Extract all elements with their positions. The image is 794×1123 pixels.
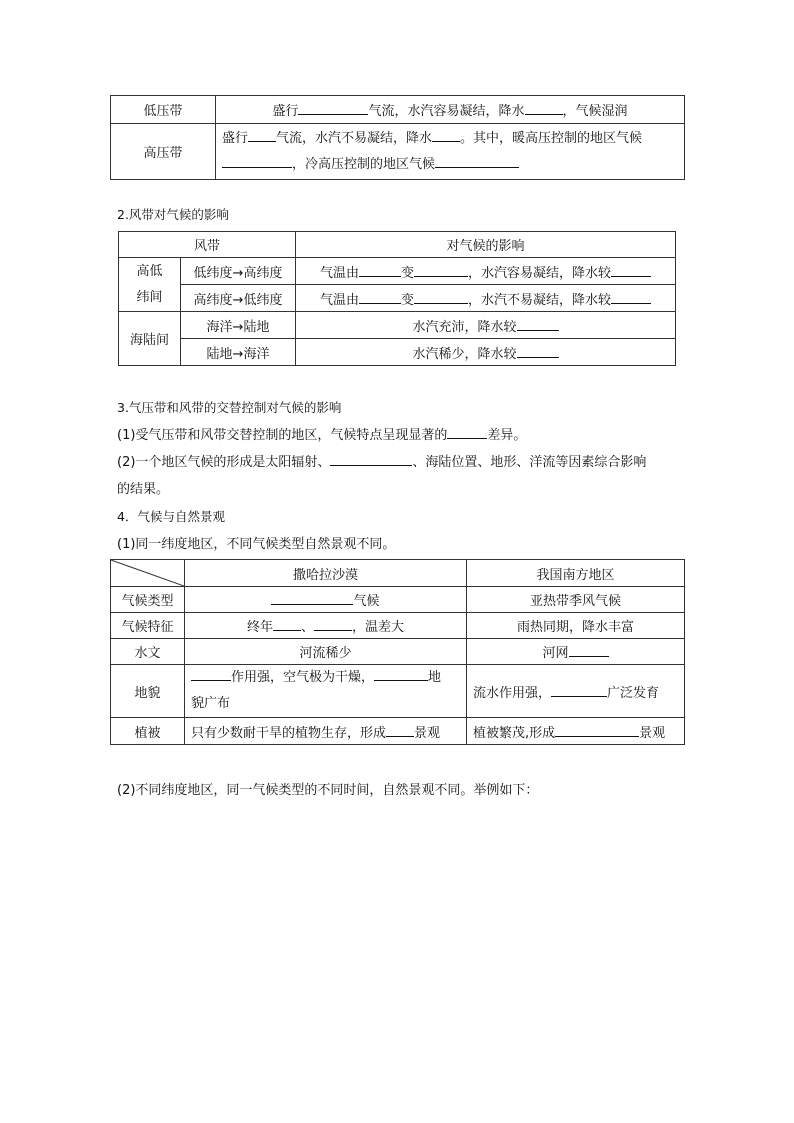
header-effect: 对气候的影响 xyxy=(296,232,676,258)
row-label: 植被 xyxy=(111,718,185,745)
low-pressure-desc xyxy=(216,96,685,124)
text: 差异。 xyxy=(487,428,527,443)
text: 景观 xyxy=(639,725,666,741)
fill-blank[interactable] xyxy=(551,683,607,697)
effect xyxy=(296,258,676,285)
text: (2)一个地区气候的形成是太阳辐射、 xyxy=(117,455,331,470)
text: 。其中，暖高压控制的地区气候 xyxy=(460,130,643,146)
cell xyxy=(467,665,685,718)
fill-blank[interactable] xyxy=(386,723,414,737)
cell xyxy=(467,639,685,665)
fill-blank[interactable] xyxy=(517,317,559,331)
text: 气候 xyxy=(353,594,380,609)
fill-blank[interactable] xyxy=(611,263,651,277)
text: 变 xyxy=(400,292,414,308)
text: ，水汽不易凝结，降水较 xyxy=(468,292,612,308)
fill-blank[interactable] xyxy=(191,667,231,681)
fill-blank[interactable] xyxy=(555,723,639,737)
cell xyxy=(185,587,467,613)
fill-blank[interactable] xyxy=(330,452,412,466)
cell: 雨热同期，降水丰富 xyxy=(467,613,685,639)
effect xyxy=(296,285,676,312)
section-3-para-2-cont: 的结果。 xyxy=(117,482,170,497)
text: 植被繁茂,形成 xyxy=(473,725,556,741)
section-3-para-2 xyxy=(117,451,646,470)
cell xyxy=(185,665,467,718)
direction: 高纬度→低纬度 xyxy=(181,285,296,312)
pressure-belt-table xyxy=(110,95,685,180)
text: 盛行 xyxy=(222,130,249,146)
fill-blank[interactable] xyxy=(414,263,468,277)
text: 盛行 xyxy=(272,104,299,119)
fill-blank[interactable] xyxy=(569,643,609,657)
text: ，温差大 xyxy=(352,620,405,635)
high-pressure-desc xyxy=(216,124,685,180)
fill-blank[interactable] xyxy=(435,154,519,168)
cell: 河流稀少 xyxy=(185,639,467,665)
climate-landscape-table xyxy=(110,559,685,745)
text: 气温由 xyxy=(319,292,359,308)
fill-blank[interactable] xyxy=(611,290,651,304)
effect xyxy=(296,312,676,339)
high-pressure-label: 高压带 xyxy=(111,124,216,180)
cell xyxy=(185,718,467,745)
fill-blank[interactable] xyxy=(222,154,292,168)
row-label: 气候特征 xyxy=(111,613,185,639)
direction: 海洋→陆地 xyxy=(181,312,296,339)
section-4-para-2: (2)不同纬度地区，同一气候类型的不同时间，自然景观不同。举例如下： xyxy=(117,783,539,798)
direction: 低纬度→高纬度 xyxy=(181,258,296,285)
diagonal-line xyxy=(111,560,184,586)
text: 地 xyxy=(428,670,442,685)
low-pressure-label: 低压带 xyxy=(111,96,216,124)
direction: 陆地→海洋 xyxy=(181,339,296,366)
row-label: 气候类型 xyxy=(111,587,185,613)
section-4-para-1: (1)同一纬度地区，不同气候类型自然景观不同。 xyxy=(117,537,396,552)
text: 、 xyxy=(300,620,314,635)
text: 只有少数耐干旱的植物生存，形成 xyxy=(191,725,387,741)
cell xyxy=(467,718,685,745)
text: 水汽充沛，降水较 xyxy=(412,319,517,335)
fill-blank[interactable] xyxy=(271,591,353,605)
fill-blank[interactable] xyxy=(359,290,401,304)
section-4-title: 4．气候与自然景观 xyxy=(117,509,225,524)
fill-blank[interactable] xyxy=(374,667,428,681)
text: 、海陆位置、地形、洋流等因素综合影响 xyxy=(412,455,647,470)
text: 终年 xyxy=(246,620,273,635)
group-sea-land: 海陆间 xyxy=(119,312,181,366)
text: 变 xyxy=(400,265,414,281)
row-label: 水文 xyxy=(111,639,185,665)
group-latitude xyxy=(119,258,181,312)
header-wind: 风带 xyxy=(119,232,296,258)
fill-blank[interactable] xyxy=(447,425,487,439)
diagonal-header-cell xyxy=(111,560,185,587)
text: 纬间 xyxy=(136,289,163,305)
row-label: 地貌 xyxy=(111,665,185,718)
text: 气温由 xyxy=(319,265,359,281)
cell xyxy=(185,613,467,639)
text: 作用强，空气极为干燥， xyxy=(231,670,375,685)
fill-blank[interactable] xyxy=(517,344,559,358)
fill-blank[interactable] xyxy=(414,290,468,304)
text: 高低 xyxy=(136,263,163,279)
text: ，水汽容易凝结，降水较 xyxy=(468,265,612,281)
text: (1)受气压带和风带交替控制的地区，气候特点呈现显著的 xyxy=(117,428,448,443)
fill-blank[interactable] xyxy=(248,128,276,142)
text: ，冷高压控制的地区气候 xyxy=(292,156,436,172)
text: 水汽稀少，降水较 xyxy=(412,346,517,362)
text: 气流，水汽不易凝结，降水 xyxy=(276,130,433,146)
fill-blank[interactable] xyxy=(359,263,401,277)
text: 河网 xyxy=(542,646,569,661)
text: 气流，水汽容易凝结，降水 xyxy=(368,104,525,119)
cell: 亚热带季风气候 xyxy=(467,587,685,613)
fill-blank[interactable] xyxy=(314,617,352,631)
section-3-para-1 xyxy=(117,424,526,443)
text: 景观 xyxy=(414,725,441,741)
wind-belt-table xyxy=(118,231,676,366)
text: 流水作用强， xyxy=(473,685,552,701)
section-3-title: 3.气压带和风带的交替控制对气候的影响 xyxy=(117,400,342,415)
text: 貌广布 xyxy=(191,696,231,711)
fill-blank[interactable] xyxy=(298,101,368,115)
text: ，气候湿润 xyxy=(562,104,628,119)
fill-blank[interactable] xyxy=(525,101,563,115)
text: 广泛发育 xyxy=(607,685,660,701)
fill-blank[interactable] xyxy=(273,617,301,631)
col-sahara: 撒哈拉沙漠 xyxy=(185,560,467,587)
col-south-china: 我国南方地区 xyxy=(467,560,685,587)
effect xyxy=(296,339,676,366)
section-2-title: 2.风带对气候的影响 xyxy=(117,207,229,222)
fill-blank[interactable] xyxy=(432,128,460,142)
